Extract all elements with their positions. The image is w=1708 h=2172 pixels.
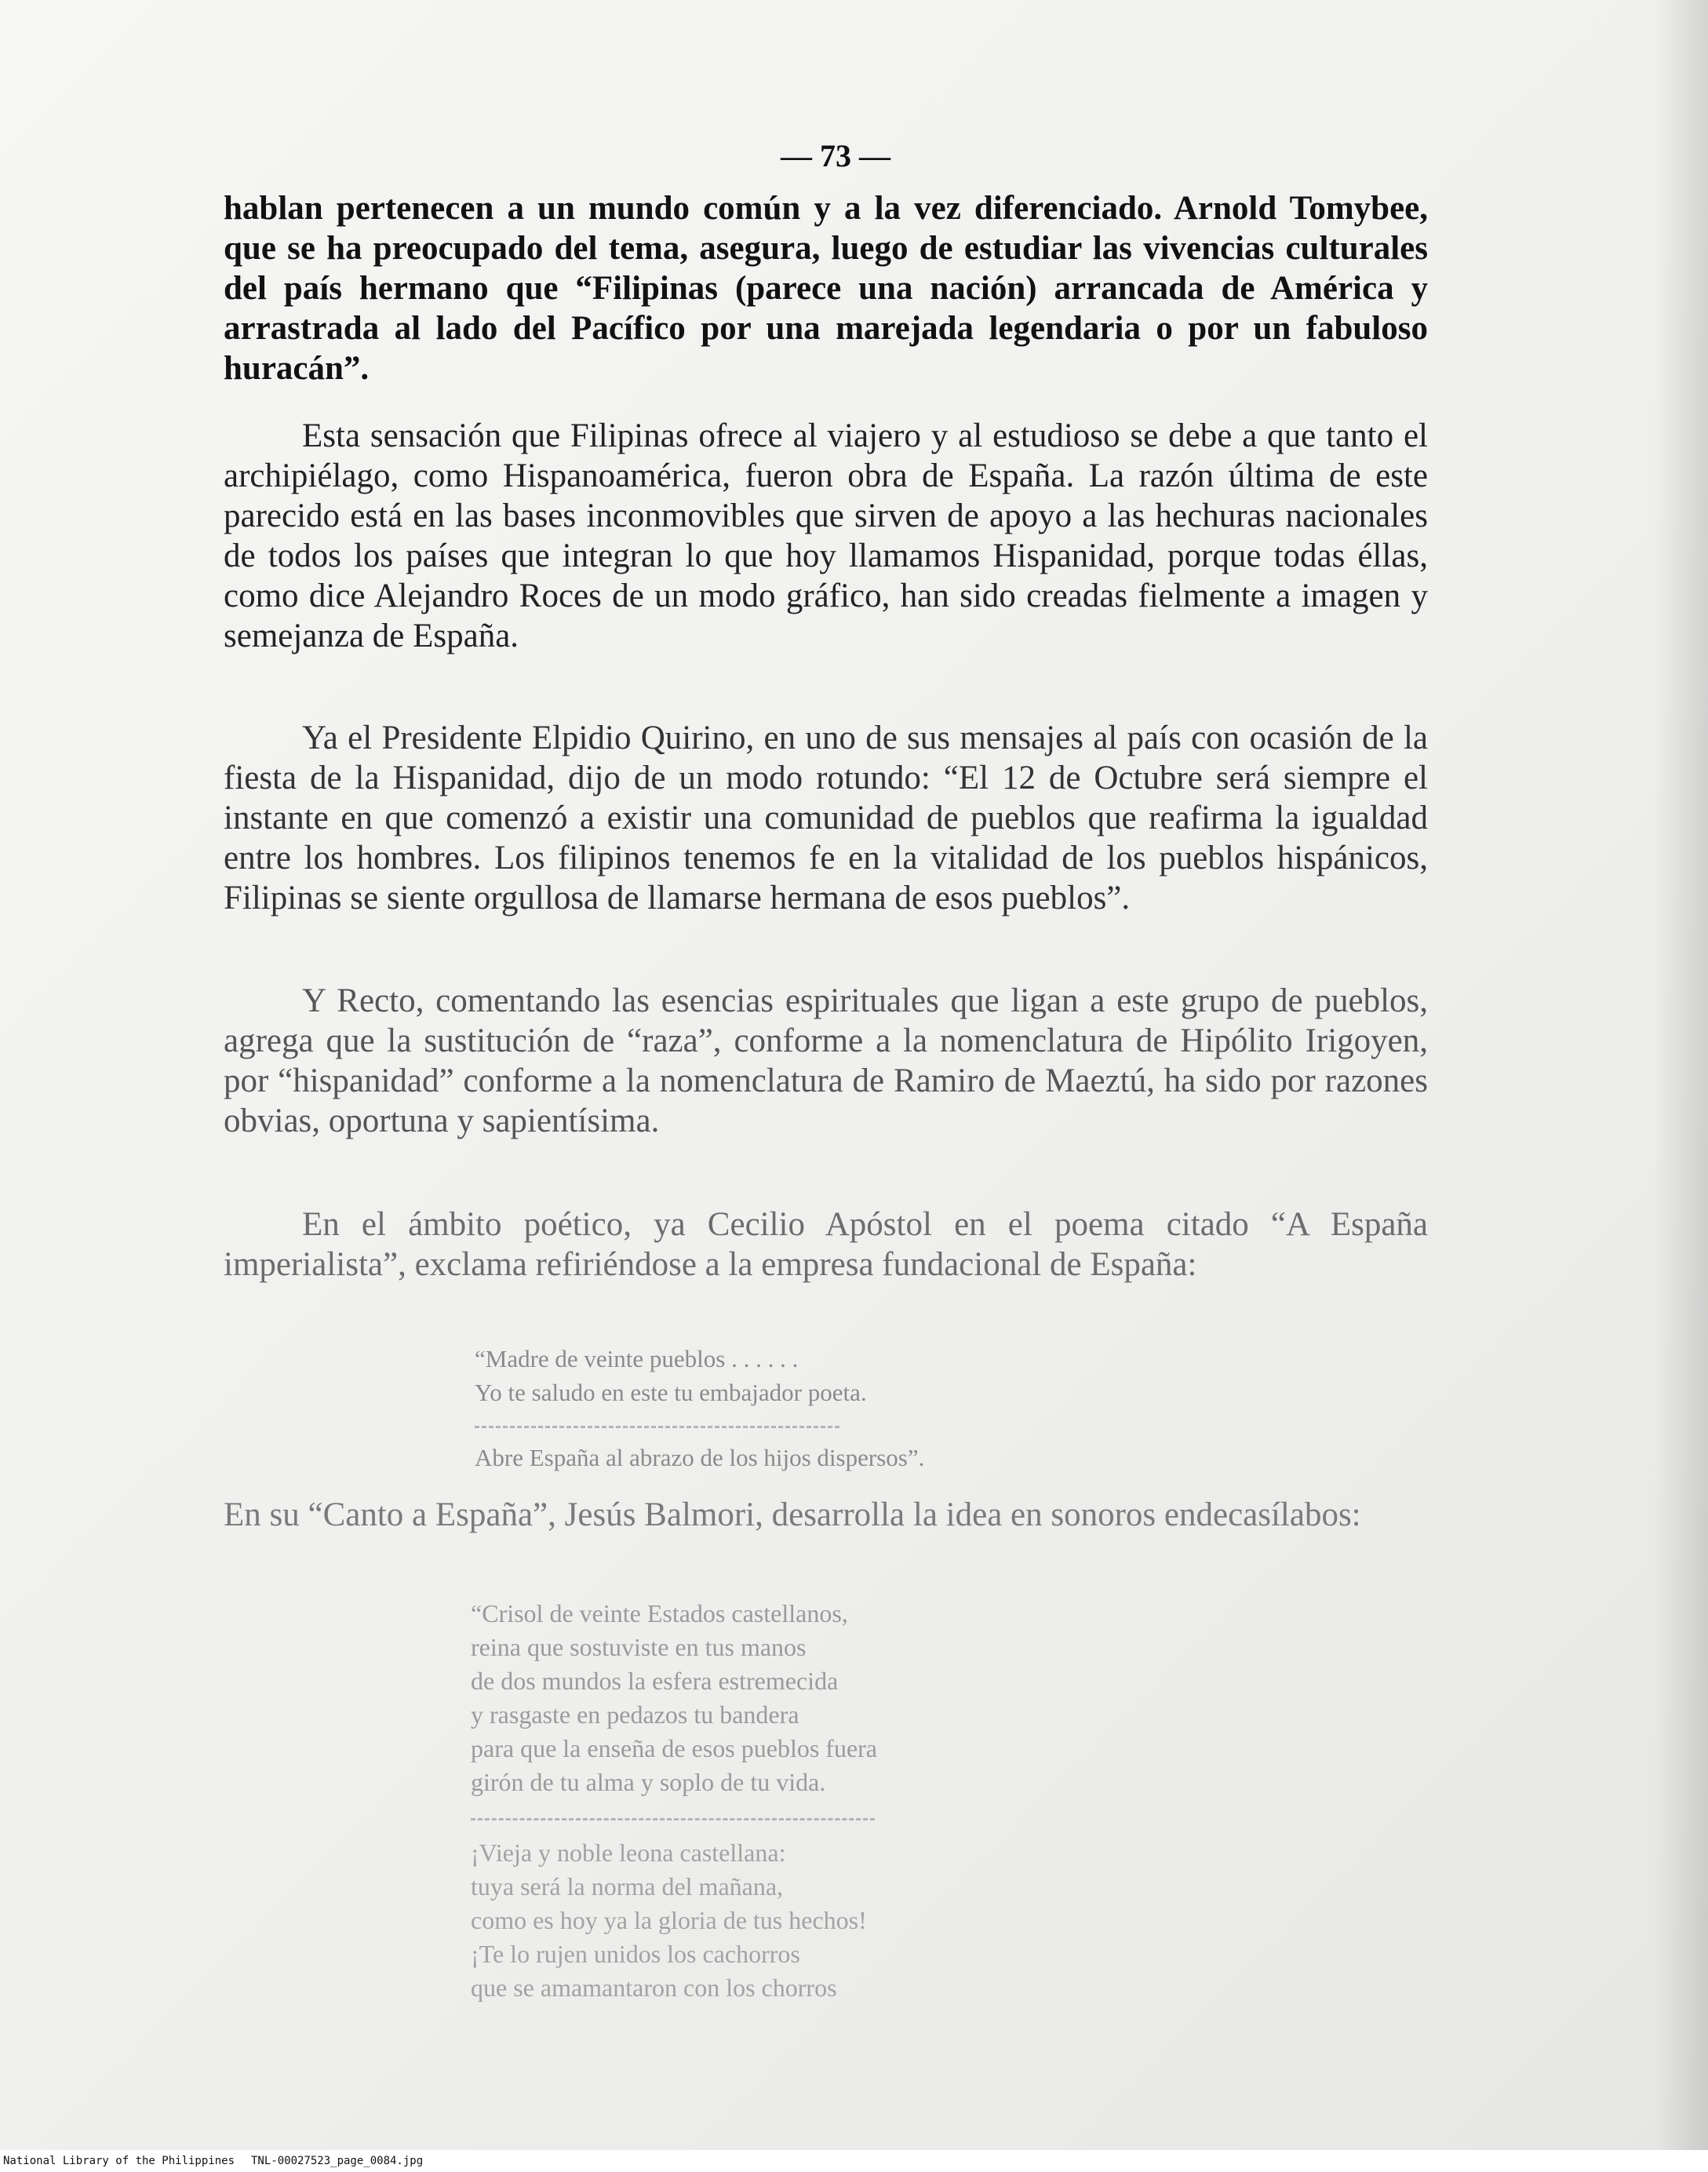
verse-line: de dos mundos la esfera estremecida bbox=[471, 1667, 839, 1695]
verse-separator bbox=[471, 1818, 875, 1820]
paragraph-3 bbox=[224, 718, 1428, 918]
footer-library: National Library of the Philippines bbox=[3, 2155, 235, 2167]
verse-separator bbox=[475, 1426, 839, 1428]
page-edge-shadow bbox=[1653, 0, 1708, 2150]
verse-line: “Madre de veinte pueblos . . . . . . bbox=[475, 1345, 799, 1372]
verse-line: y rasgaste en pedazos tu bandera bbox=[471, 1700, 799, 1729]
paragraph-5 bbox=[224, 1204, 1428, 1285]
scan-footer bbox=[0, 2150, 1708, 2172]
verse-balmori-2 bbox=[471, 1836, 867, 2005]
page-number: — 73 — bbox=[781, 138, 890, 173]
verse-line: ¡Vieja y noble leona castellana: bbox=[471, 1839, 786, 1867]
paragraph-1: hablan pertenecen a un mundo común y a la vez diferenciado. Arnold Tomybee, que se ha preocupado del tema, asegura, luego de estudiar las vivencias culturales del país hermano que “Filipinas (parece una nación) arrancada de América y arrastrada al lado del Pacífico por una marejada legendaria o por un fabuloso huracán”. bbox=[224, 190, 1428, 387]
paragraph-2-text: Esta sensación que Filipinas ofrece al viajero y al estudioso se debe a que tanto el archipiélago, como Hispanoamérica, fueron obra de España. La razón última de este parecido está en las bases inconmovibles que sirven de apoyo a las hechuras nacionales de todos los países que integran lo que hoy llamamos Hispanidad, porque todas éllas, como dice Alejandro Roces de un modo gráfico, han sido creadas fielmente a imagen y semejanza de España. bbox=[224, 417, 1428, 654]
verse-line: Yo te saludo en este tu embajador poeta. bbox=[475, 1379, 867, 1406]
footer-filename: TNL-00027523_page_0084.jpg bbox=[251, 2155, 424, 2167]
paragraph-5-text: En el ámbito poético, ya Cecilio Apóstol en el poema citado “A España imperialista”, exclama refiriéndose a la empresa fundacional de España: bbox=[224, 1206, 1428, 1283]
paragraph-3-text: Ya el Presidente Elpidio Quirino, en uno de sus mensajes al país con ocasión de la fiesta de la Hispanidad, dijo de un modo rotundo: “El 12 de Octubre será siempre el instante en que comenzó a existir una comunidad de pueblos que reafirma la igualdad entre los hombres. Los filipinos tenemos fe en la vitalidad de los pueblos hispánicos, Filipinas se siente orgullosa de llamarse hermana de esos pueblos”. bbox=[224, 720, 1428, 917]
verse-line: que se amamantaron con los chorros bbox=[471, 1973, 837, 2002]
verse-line: para que la enseña de esos pueblos fuera bbox=[471, 1734, 877, 1762]
verse-line: tuya será la norma del mañana, bbox=[471, 1872, 784, 1900]
paragraph-6: En su “Canto a España”, Jesús Balmori, desarrolla la idea en sonoros endecasílabos: bbox=[224, 1496, 1361, 1533]
paragraph-2 bbox=[224, 416, 1428, 656]
verse-apostol bbox=[475, 1342, 924, 1474]
verse-line: reina que sostuviste en tus manos bbox=[471, 1633, 807, 1661]
verse-line: “Crisol de veinte Estados castellanos, bbox=[471, 1599, 848, 1627]
verse-line: como es hoy ya la gloria de tus hechos! bbox=[471, 1906, 867, 1934]
verse-balmori-1 bbox=[471, 1597, 877, 1799]
verse-line: ¡Te lo rujen unidos los cachorros bbox=[471, 1940, 800, 1968]
verse-line: girón de tu alma y soplo de tu vida. bbox=[471, 1768, 826, 1796]
paragraph-4 bbox=[224, 981, 1428, 1141]
verse-line: Abre España al abrazo de los hijos dispersos”. bbox=[475, 1444, 925, 1471]
paragraph-4-text: Y Recto, comentando las esencias espirituales que ligan a este grupo de pueblos, agrega que la sustitución de “raza”, conforme a la nomenclatura de Hipólito Irigoyen, por “hispanidad” conforme a la nomenclatura de Ramiro de Maeztú, ha sido por razones obvias, oportuna y sapientísima. bbox=[224, 982, 1428, 1139]
